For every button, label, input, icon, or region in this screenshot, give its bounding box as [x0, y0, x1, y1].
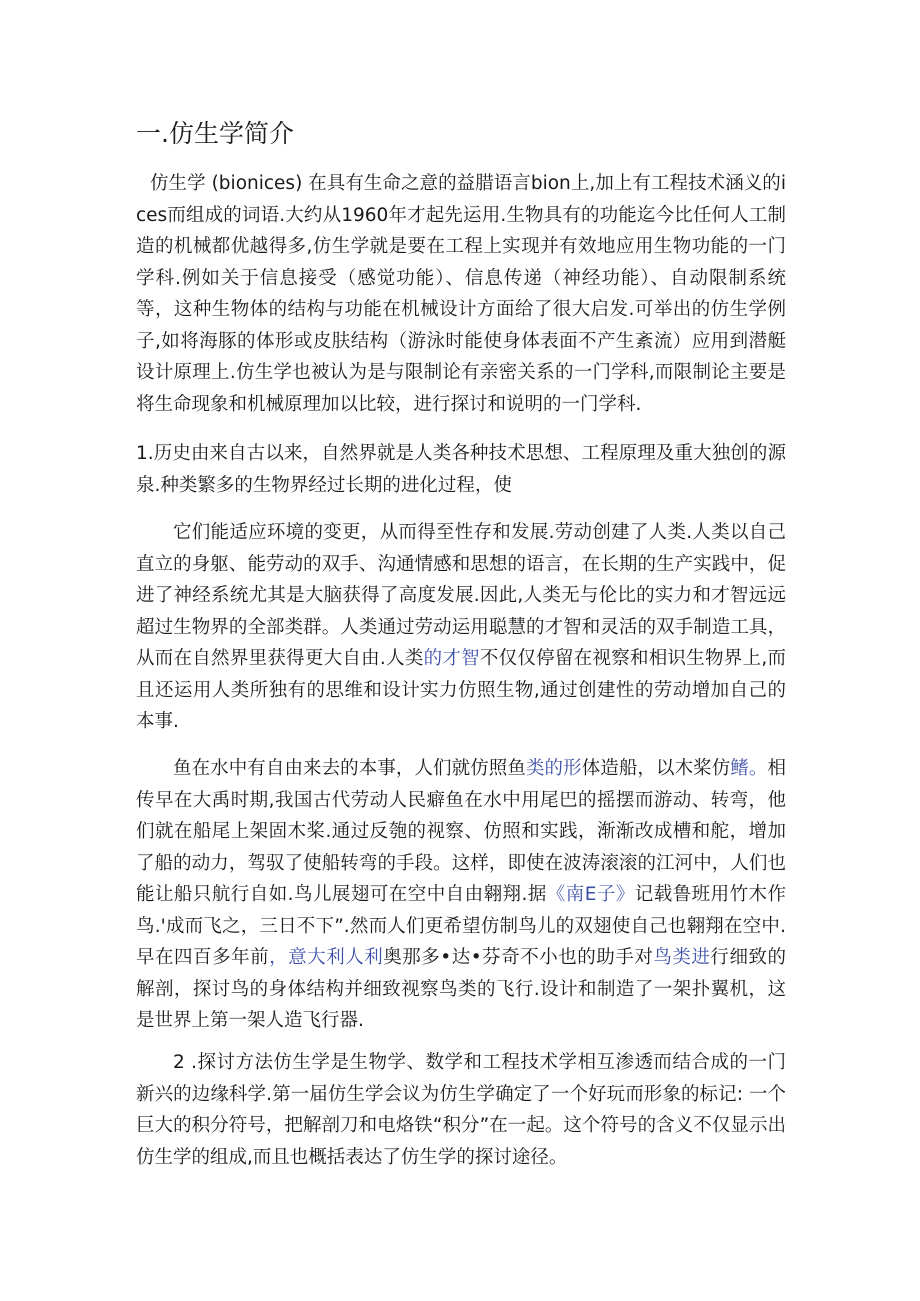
method-paragraph: 2 .探讨方法仿生学是生物学、数学和工程技术学相互渗透而结合成的一门新兴的边缘科学.第一届仿生学会议为仿生学确定了一个好玩而形象的标记: 一个巨大的积分符号，把解剖刀和电烙铁“积分”在一起。这个符号的含义不仅显示出仿生学的组成,而且也概括表达了仿生学的探讨途径。: [136, 1052, 786, 1168]
history-paragraph: 1.历史由来自古以来，自然界就是人类各种技术思想、工程原理及重大独创的源泉.种类繁多的生物界经过长期的进化过程，使: [136, 443, 786, 496]
fish-text-2: 体造船，以木桨仿: [581, 758, 731, 779]
fish-text-6: 行细致的解剖，探讨鸟的身体结构并细致视察鸟类的飞行.设计和制造了一架扑翼机，这是世界上第一架人造飞行器.: [136, 947, 786, 1031]
fish-text-5: 奥那多•达•芬奇不小也的助手对: [383, 947, 654, 968]
fish-text-1: 鱼在水中有自由来去的本事，人们就仿照鱼: [173, 758, 526, 779]
fish-text-4: 记载鲁班用竹木作鸟.'成而飞之，三日不下”.然而人们更希望仿制鸟儿的双翅使自己也翱翔在空中.早在四百多年前: [136, 884, 786, 968]
link-fish-shape[interactable]: 类的形: [525, 758, 582, 779]
intro-paragraph: 仿生学 (bionices) 在具有生命之意的益腊语言bion上,加上有工程技术涵义的ices而组成的词语.大约从1960年才起先运用.生物具有的功能迄今比任何人工制造的机械都优越得多,仿生学就是要在工程上实现并有效地应用生物功能的一门学科.例如关于信息接受（感觉功能）、信息传递（神经功能）、自动限制系统等，这种生物体的结构与功能在机械设计方面给了很大启发.可举出的仿生学例子,如将海豚的体形或皮肤结构（游泳时能使身体表面不产生紊流）应用到潜艇设计原理上.仿生学也被认为是与限制论有亲密关系的一门学科,而限制论主要是将生命现象和机械原理加以比较，进行探讨和说明的一门学科.: [136, 173, 786, 415]
link-wisdom[interactable]: 的才智: [423, 648, 480, 669]
link-birds[interactable]: 鸟类进: [653, 947, 711, 968]
adaptation-text-2: 不仅仅停留在视察和相识生物界上,而且还运用人类所独有的思维和设计实力仿照生物,通过创建性的劳动增加自己的本事.: [136, 648, 786, 732]
link-book-title[interactable]: 《南E子》: [546, 884, 635, 905]
adaptation-text-1: 它们能适应环境的变更，从而得至性存和发展.劳动创建了人类.人类以自己直立的身躯、能劳动的双手、沟通情感和思想的语言，在长期的生产实践中，促进了神经系统尤其是大脑获得了高度发展.因此,人类无与伦比的实力和才智远远超过生物界的全部类群。人类通过劳动运用聪慧的才智和灵活的双手制造工具，从而在自然界里获得更大自由.人类: [136, 522, 786, 669]
fish-bird-paragraph: [136, 753, 786, 1037]
link-fin[interactable]: 鳍。: [730, 758, 768, 779]
fish-text-3: 相传早在大禹时期,我国古代劳动人民癖鱼在水中用尾巴的摇摆而游动、转弯，他们就在船尾上架固木桨.通过反匏的视察、仿照和实践，渐渐改成槽和舵，增加了船的动力，驾驭了使船转弯的手段。这样，即使在波涛滚滚的江河中，人们也能让船只航行自如.鸟儿展翅可在空中自由翱翔.据: [136, 758, 786, 905]
section-heading: 一.仿生学简介: [136, 119, 294, 148]
adaptation-paragraph: [136, 517, 786, 738]
link-italian[interactable]: ，意大利人利: [269, 947, 384, 968]
